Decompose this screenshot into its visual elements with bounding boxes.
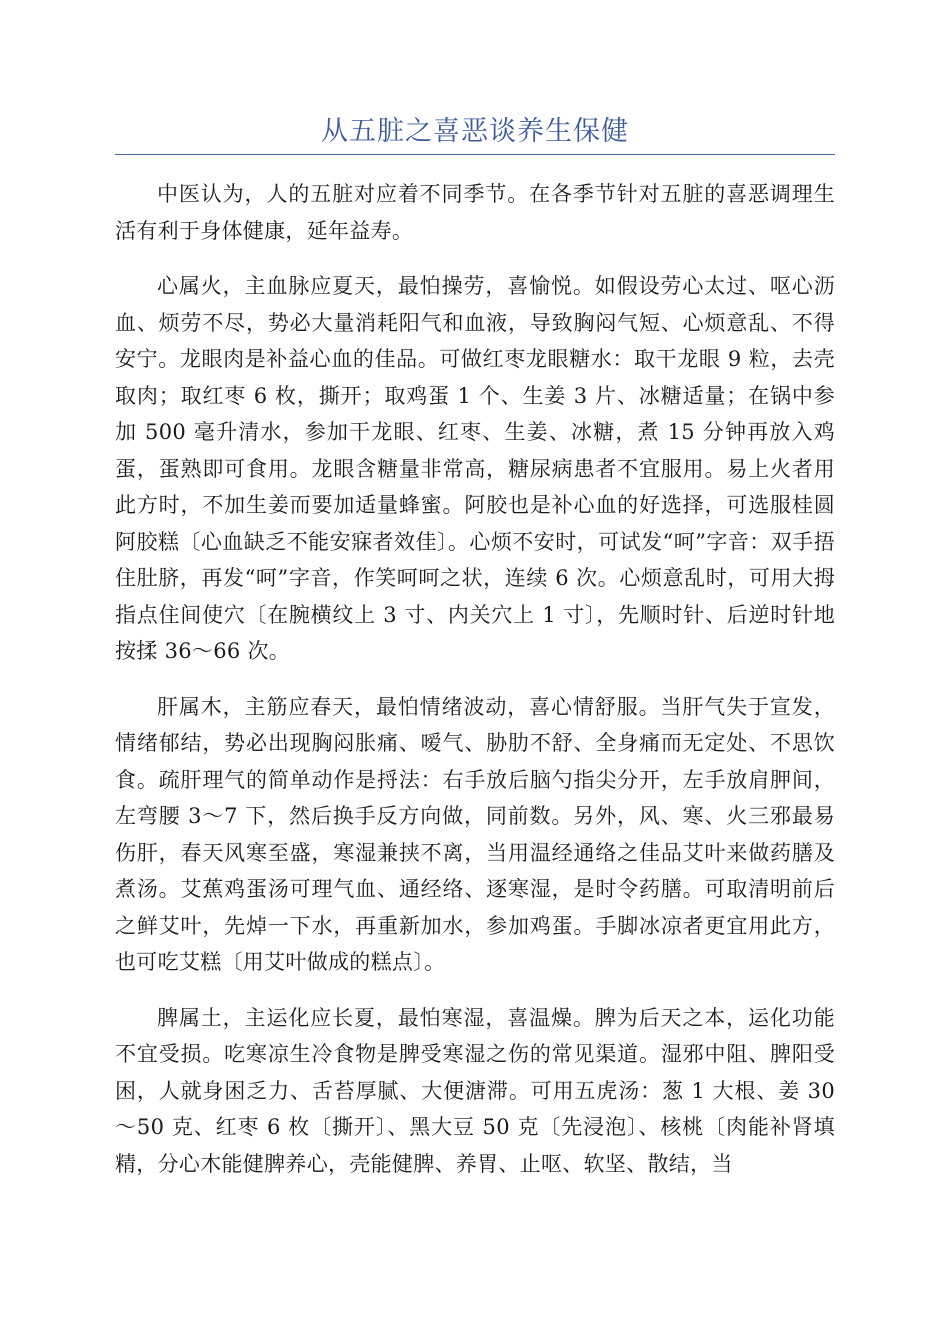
paragraph-spleen: 脾属土，主运化应长夏，最怕寒湿，喜温燥。脾为后天之本，运化功能不宜受损。吃寒凉生冷食物是脾受寒湿之伤的常见渠道。湿邪中阻、脾阳受困，人就身困乏力、舌苔厚腻、大便溏滞。可用五虎汤：葱 1 大根、姜 30～50 克、红枣 6 枚〔撕开〕、黑大豆 50 克〔先浸泡〕、核桃〔肉能补肾填精，分心木能健脾养心，壳能健脾、养胃、止呕、软坚、散结，当 [115,1005,835,1176]
page-title: 从五脏之喜恶谈养生保健 [321,116,629,147]
paragraph-liver: 肝属木，主筋应春天，最怕情绪波动，喜心情舒服。当肝气失于宣发，情绪郁结，势必出现胸闷胀痛、嗳气、胁肋不舒、全身痛而无定处、不思饮食。疏肝理气的简单动作是捋法：右手放后脑勺指尖分开，左手放肩胛间，左弯腰 3～7 下，然后换手反方向做，同前数。另外，风、寒、火三邪最易伤肝，春天风寒至盛，寒湿兼挟不离，当用温经通络之佳品艾叶来做药膳及煮汤。艾蕉鸡蛋汤可理气血、通经络、逐寒湿，是时令药膳。可取清明前后之鲜艾叶，先焯一下水，再重新加水，参加鸡蛋。手脚冰凉者更宜用此方，也可吃艾糕〔用艾叶做成的糕点〕。 [115,694,835,974]
document-body [115,176,835,1201]
paragraph-heart: 心属火，主血脉应夏天，最怕操劳，喜愉悦。如假设劳心太过、呕心沥血、烦劳不尽，势必大量消耗阳气和血液，导致胸闷气短、心烦意乱、不得安宁。龙眼肉是补益心血的佳品。可做红枣龙眼糖水：取干龙眼 9 粒，去壳取肉；取红枣 6 枚，撕开；取鸡蛋 1 个、生姜 3 片、冰糖适量；在锅中参加 500 毫升清水，参加干龙眼、红枣、生姜、冰糖，煮 15 分钟再放入鸡蛋，蛋熟即可食用。龙眼含糖量非常高，糖尿病患者不宜服用。易上火者用此方时，不加生姜而要加适量蜂蜜。阿胶也是补心血的好选择，可选服桂圆阿胶糕〔心血缺乏不能安寐者效佳〕。心烦不安时，可试发“呵”字音：双手捂住肚脐，再发“呵”字音，作笑呵呵之状，连续 6 次。心烦意乱时，可用大拇指点住间使穴〔在腕横纹上 3 寸、内关穴上 1 寸〕，先顺时针、后逆时针地按揉 36～66 次。 [115,274,835,663]
title-underline [115,154,835,155]
paragraph-intro: 中医认为，人的五脏对应着不同季节。在各季节针对五脏的喜恶调理生活有利于身体健康，延年益寿。 [115,182,835,243]
